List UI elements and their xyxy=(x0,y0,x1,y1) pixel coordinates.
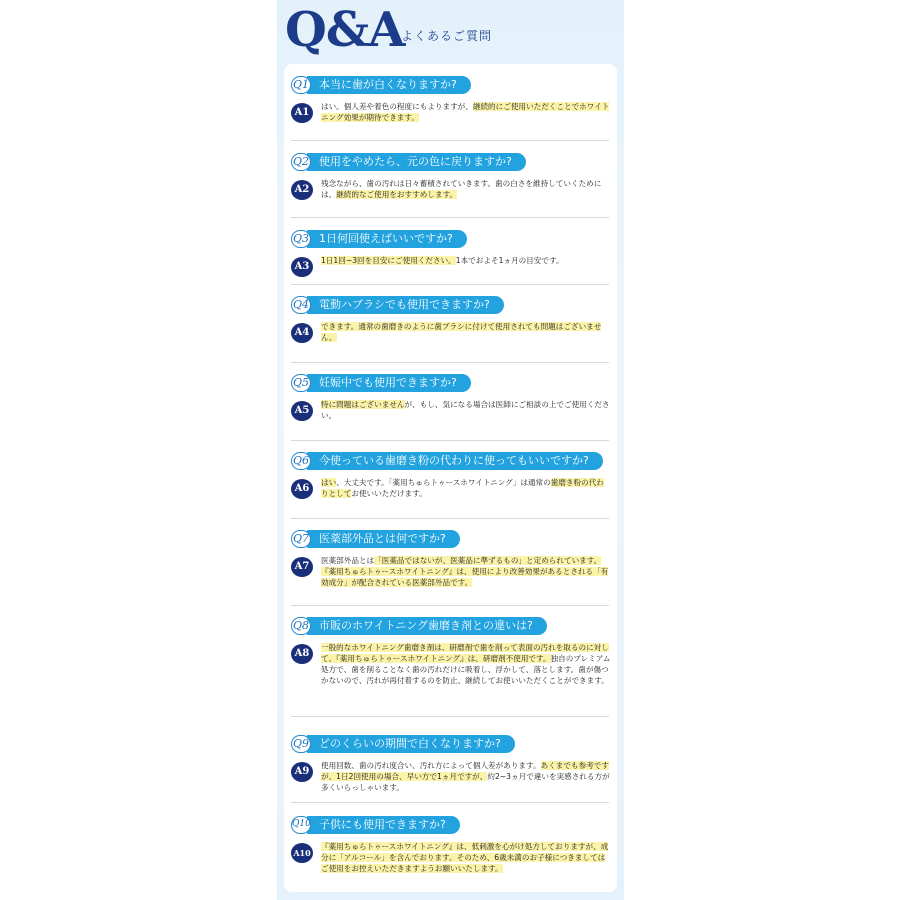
answer-number-badge: A3 xyxy=(291,257,313,277)
answer-segment: 独自のプレミアム処方で、歯を削ることなく歯の汚れだけに吸着し、浮かして、落とします。歯が傷つかないので、汚れが再付着するのを防止、継続してお使いいただくことができます。 xyxy=(321,654,611,685)
answer-number-badge: A4 xyxy=(291,323,313,343)
answer-text xyxy=(321,841,611,874)
qa-subtitle: よくあるご質問 xyxy=(401,29,493,43)
answer-segment: 使用回数、歯の汚れ度合い、汚れ方によって個人差があります。 xyxy=(321,761,541,770)
answer-text xyxy=(321,399,611,421)
answer-highlight: できます。通常の歯磨きのように歯ブラシに付けて使用されても問題はございません。 xyxy=(321,322,602,342)
divider xyxy=(291,518,609,519)
question-text: 1日何回使えばいいですか? xyxy=(307,230,467,248)
question-text: 市販のホワイトニング歯磨き剤との違いは? xyxy=(307,617,547,635)
answer-text xyxy=(321,255,611,266)
divider xyxy=(291,440,609,441)
divider xyxy=(291,716,609,717)
answer-highlight: 1日1回~3回を目安にご使用ください。 xyxy=(321,256,456,265)
question-text: どのくらいの期間で白くなりますか? xyxy=(307,735,515,753)
answer-text xyxy=(321,555,611,588)
qa-header xyxy=(283,2,618,62)
question-number-badge: Q2 xyxy=(291,153,311,171)
divider xyxy=(291,362,609,363)
answer-highlight: 一般的なホワイトニング歯磨き剤は、研磨剤で歯を削って表面の汚れを取るのに対して、『薬用ちゅらトゥースホワイトニング』は、研磨剤不使用です。 xyxy=(321,643,609,663)
answer-text xyxy=(321,477,611,499)
answer-highlight: 「医薬品ではないが、医薬品に準ずるもの」 xyxy=(374,556,527,565)
answer-segment: 1本でおよそ1ヵ月の目安です。 xyxy=(455,256,564,265)
question-text: 子供にも使用できますか? xyxy=(307,816,460,834)
answer-number-badge: A10 xyxy=(291,843,313,863)
answer-text xyxy=(321,760,611,793)
answer-highlight: 『薬用ちゅらトゥースホワイトニング』は、低刺激を心がけ処方しておりますが、成分に「アルコール」を含んでおります。そのため、6歳未満のお子様につきましてはご使用をお控えいただきますようお願いいたします。 xyxy=(321,842,609,873)
divider xyxy=(291,140,609,141)
answer-number-badge: A5 xyxy=(291,401,313,421)
question-number-badge: Q10 xyxy=(291,816,311,834)
answer-highlight: あくまでも参考ですが、1日2回使用の場合、早い方で1ヵ月ですが、 xyxy=(321,761,609,781)
answer-highlight: 継続的なご使用をおすすめします。 xyxy=(336,190,458,199)
question-text: 使用をやめたら、元の色に戻りますか? xyxy=(307,153,526,171)
question-number-badge: Q1 xyxy=(291,76,311,94)
answer-segment: が、もし、気になる場合は医師にご相談の上でご使用ください。 xyxy=(321,400,610,420)
answer-segment: お使いいただけます。 xyxy=(351,489,427,498)
answer-text xyxy=(321,642,611,686)
question-number-badge: Q7 xyxy=(291,530,311,548)
answer-number-badge: A8 xyxy=(291,644,313,664)
answer-number-badge: A9 xyxy=(291,762,313,782)
question-number-badge: Q5 xyxy=(291,374,311,392)
answer-highlight: と定められています。『薬用ちゅらトゥースホワイトニング』は、使用により改善効果があるとされる「有効成分」が配合されている医薬部外品です。 xyxy=(321,556,609,587)
question-text: 医薬部外品とは何ですか? xyxy=(307,530,460,548)
faq-card xyxy=(284,64,617,892)
divider xyxy=(291,284,609,285)
divider xyxy=(291,605,609,606)
answer-number-badge: A7 xyxy=(291,557,313,577)
answer-segment: 残念ながら、歯の汚れは日々蓄積されていきます。歯の白さを維持していくためには、 xyxy=(321,179,602,199)
answer-number-badge: A6 xyxy=(291,479,313,499)
question-text: 本当に歯が白くなりますか? xyxy=(307,76,471,94)
answer-highlight: はい xyxy=(321,478,337,487)
question-number-badge: Q4 xyxy=(291,296,311,314)
divider xyxy=(291,802,609,803)
answer-text xyxy=(321,101,611,123)
answer-highlight: 歯磨き粉の代わりとして xyxy=(321,478,604,498)
answer-segment: はい。個人差や着色の程度にもよりますが、 xyxy=(321,102,473,111)
qa-logo: Q&A xyxy=(285,2,405,58)
answer-segment: 、大丈夫です。「薬用ちゅらトゥースホワイトニング」は通常の xyxy=(336,478,551,487)
answer-number-badge: A2 xyxy=(291,180,313,200)
answer-segment: 約2~3ヵ月で違いを実感される方が多くいらっしゃいます。 xyxy=(321,772,610,792)
question-text: 今使っている歯磨き粉の代わりに使ってもいいですか? xyxy=(307,452,603,470)
question-number-badge: Q8 xyxy=(291,617,311,635)
answer-text xyxy=(321,321,611,343)
question-text: 電動ハブラシでも使用できますか? xyxy=(307,296,504,314)
question-text: 妊娠中でも使用できますか? xyxy=(307,374,471,392)
question-number-badge: Q3 xyxy=(291,230,311,248)
divider xyxy=(291,217,609,218)
answer-segment: 医薬部外品とは xyxy=(321,556,375,565)
question-number-badge: Q6 xyxy=(291,452,311,470)
question-number-badge: Q9 xyxy=(291,735,311,753)
answer-highlight: 継続的にご使用いただくことでホワイトニング効果が期待できます。 xyxy=(321,102,610,122)
answer-number-badge: A1 xyxy=(291,103,313,123)
answer-highlight: 特に問題はございません xyxy=(321,400,405,409)
answer-text xyxy=(321,178,611,200)
